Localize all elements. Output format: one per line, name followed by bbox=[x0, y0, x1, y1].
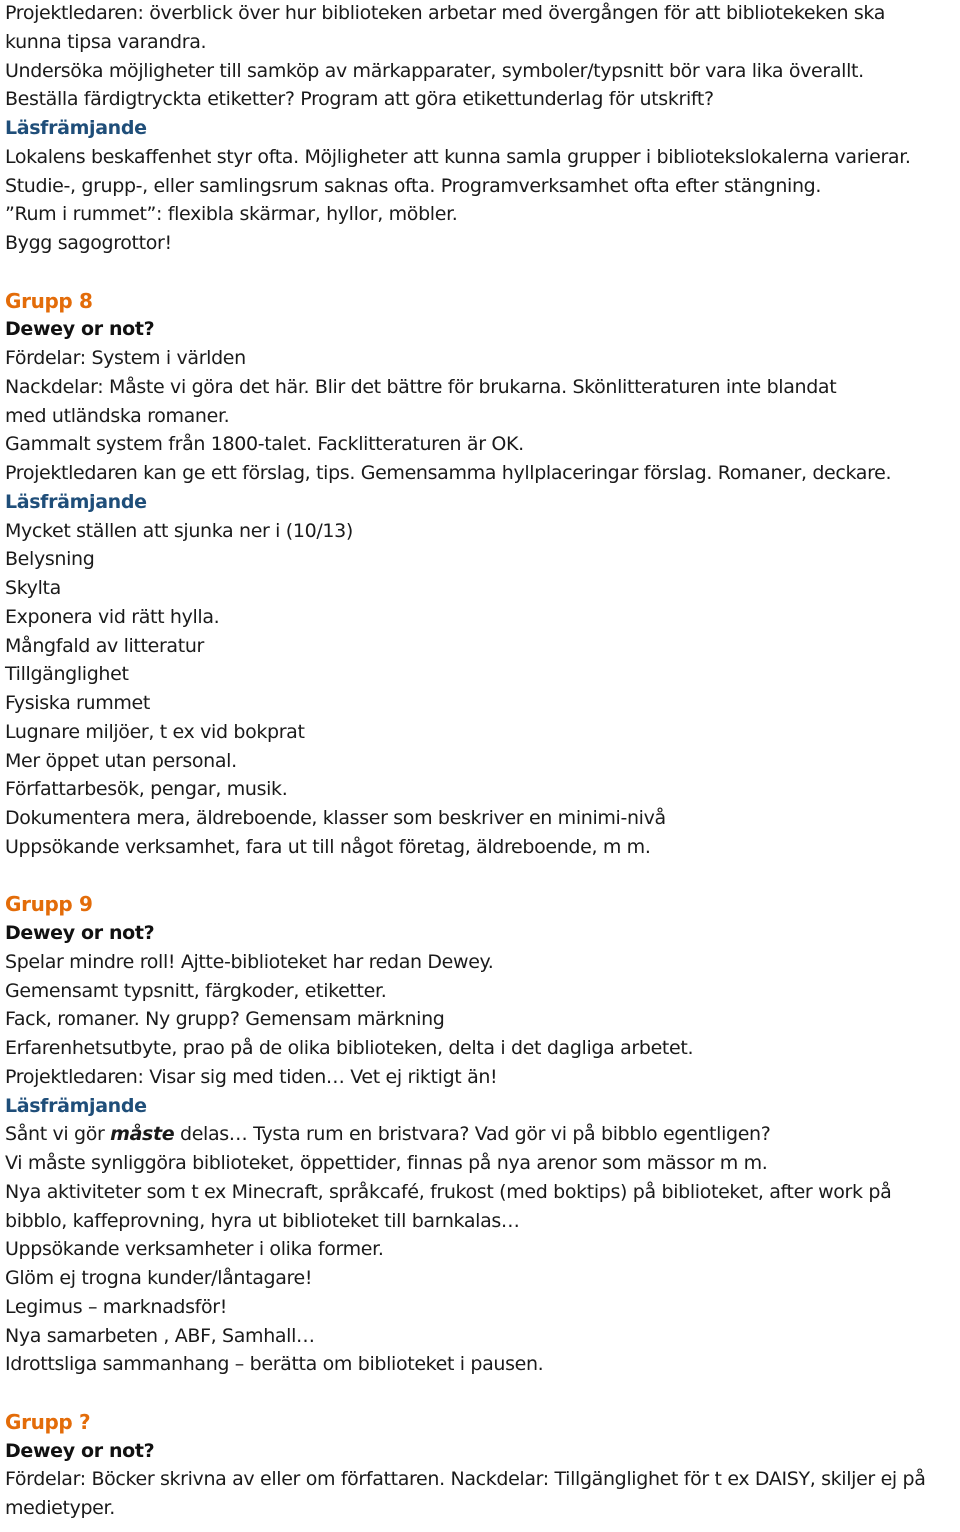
text-line: Fördelar: System i världen bbox=[5, 347, 246, 369]
text-line: Mer öppet utan personal. bbox=[5, 749, 237, 772]
text-line: Fördelar: Böcker skrivna av eller om författaren. Nackdelar: Tillgänglighet för t ex DAISY, skiljer ej på bbox=[5, 1468, 926, 1491]
text-line: Nya aktiviteter som t ex Minecraft, språkcafé, frukost (med boktips) på biblioteket, after work på bbox=[5, 1180, 892, 1203]
text-line: medietyper. bbox=[5, 1497, 115, 1519]
text-line: Lokalens beskaffenhet styr ofta. Möjligheter att kunna samla grupper i bibliotekslokalerna varierar. bbox=[5, 145, 911, 168]
text-line: Gemensamt typsnitt, färgkoder, etiketter. bbox=[5, 979, 387, 1002]
section-heading-lasframjande: Läsfrämjande bbox=[5, 1094, 147, 1117]
text-line: Dokumentera mera, äldreboende, klasser som beskriver en minimi-nivå bbox=[5, 807, 666, 829]
text-line: Undersöka möjligheter till samköp av märkapparater, symboler/typsnitt bör vara lika överallt. bbox=[5, 59, 864, 82]
text-line: Uppsökande verksamhet, fara ut till något företag, äldreboende, m m. bbox=[5, 835, 651, 858]
text-line: Uppsökande verksamheter i olika former. bbox=[5, 1238, 384, 1261]
text-line: Belysning bbox=[5, 548, 95, 571]
text-line: Projektledaren: överblick över hur biblioteken arbetar med övergången för att bibliotekeken ska bbox=[5, 2, 886, 24]
text-line bbox=[5, 1120, 960, 1149]
text-line: Nya samarbeten , ABF, Samhall… bbox=[5, 1324, 315, 1347]
text-line: Mångfald av litteratur bbox=[5, 634, 204, 657]
text-line: Mycket ställen att sjunka ner i (10/13) bbox=[5, 519, 353, 542]
section-heading-lasframjande: Läsfrämjande bbox=[5, 117, 147, 139]
text-line: Nackdelar: Måste vi göra det här. Blir det bättre för brukarna. Skönlitteraturen inte blandat bbox=[5, 375, 837, 398]
text-line: Studie-, grupp-, eller samlingsrum saknas ofta. Programverksamhet ofta efter stängning. bbox=[5, 174, 822, 197]
grupp9-section bbox=[5, 890, 960, 1379]
text-line: Projektledaren kan ge ett förslag, tips. Gemensamma hyllplaceringar förslag. Romaner, deckare. bbox=[5, 462, 892, 484]
group-title: Grupp 8 bbox=[5, 288, 93, 313]
dewey-heading: Dewey or not? bbox=[5, 318, 155, 341]
text-line: Legimus – marknadsför! bbox=[5, 1295, 227, 1318]
text-fragment: Sånt vi gör bbox=[5, 1123, 111, 1146]
text-line: Projektledaren: Visar sig med tiden… Vet ej riktigt än! bbox=[5, 1065, 498, 1088]
group-title: Grupp ? bbox=[5, 1409, 91, 1434]
spacer bbox=[5, 862, 960, 891]
grupp8-section bbox=[5, 287, 960, 862]
text-line: Lugnare miljöer, t ex vid bokprat bbox=[5, 720, 305, 743]
text-line: bibblo, kaffeprovning, hyra ut biblioteket till barnkalas… bbox=[5, 1209, 520, 1232]
spacer bbox=[5, 1379, 960, 1408]
group-title: Grupp 9 bbox=[5, 892, 93, 917]
text-line: Bygg sagogrottor! bbox=[5, 232, 172, 254]
text-line: Exponera vid rätt hylla. bbox=[5, 605, 220, 628]
text-line: kunna tipsa varandra. bbox=[5, 30, 207, 53]
dewey-heading: Dewey or not? bbox=[5, 922, 155, 944]
text-line: Gammalt system från 1800-talet. Facklitteraturen är OK. bbox=[5, 433, 524, 456]
text-line: Erfarenhetsutbyte, prao på de olika biblioteken, delta i det dagliga arbetet. bbox=[5, 1037, 694, 1059]
intro-section bbox=[5, 0, 960, 258]
text-fragment: delas… Tysta rum en bristvara? Vad gör vi på bibblo egentligen? bbox=[174, 1123, 771, 1146]
text-line: Tillgänglighet bbox=[5, 663, 129, 686]
text-line: Glöm ej trogna kunder/låntagare! bbox=[5, 1267, 313, 1289]
text-line: Författarbesök, pengar, musik. bbox=[5, 778, 288, 801]
text-line: Idrottsliga sammanhang – berätta om biblioteket i pausen. bbox=[5, 1353, 544, 1376]
text-line: ”Rum i rummet”: flexibla skärmar, hyllor, möbler. bbox=[5, 203, 458, 226]
section-heading-lasframjande: Läsfrämjande bbox=[5, 490, 147, 513]
text-line: Vi måste synliggöra biblioteket, öppettider, finnas på nya arenor som mässor m m. bbox=[5, 1152, 768, 1174]
text-line: Fack, romaner. Ny grupp? Gemensam märkning bbox=[5, 1008, 445, 1031]
grupp-unknown-section bbox=[5, 1408, 960, 1523]
spacer bbox=[5, 258, 960, 287]
emphasis-text: måste bbox=[110, 1123, 175, 1146]
text-line: med utländska romaner. bbox=[5, 404, 230, 427]
text-line: Spelar mindre roll! Ajtte-biblioteket har redan Dewey. bbox=[5, 950, 494, 973]
dewey-heading: Dewey or not? bbox=[5, 1439, 155, 1462]
text-line: Fysiska rummet bbox=[5, 692, 150, 714]
text-line: Beställa färdigtryckta etiketter? Program att göra etikettunderlag för utskrift? bbox=[5, 88, 714, 111]
text-line: Skylta bbox=[5, 577, 61, 599]
